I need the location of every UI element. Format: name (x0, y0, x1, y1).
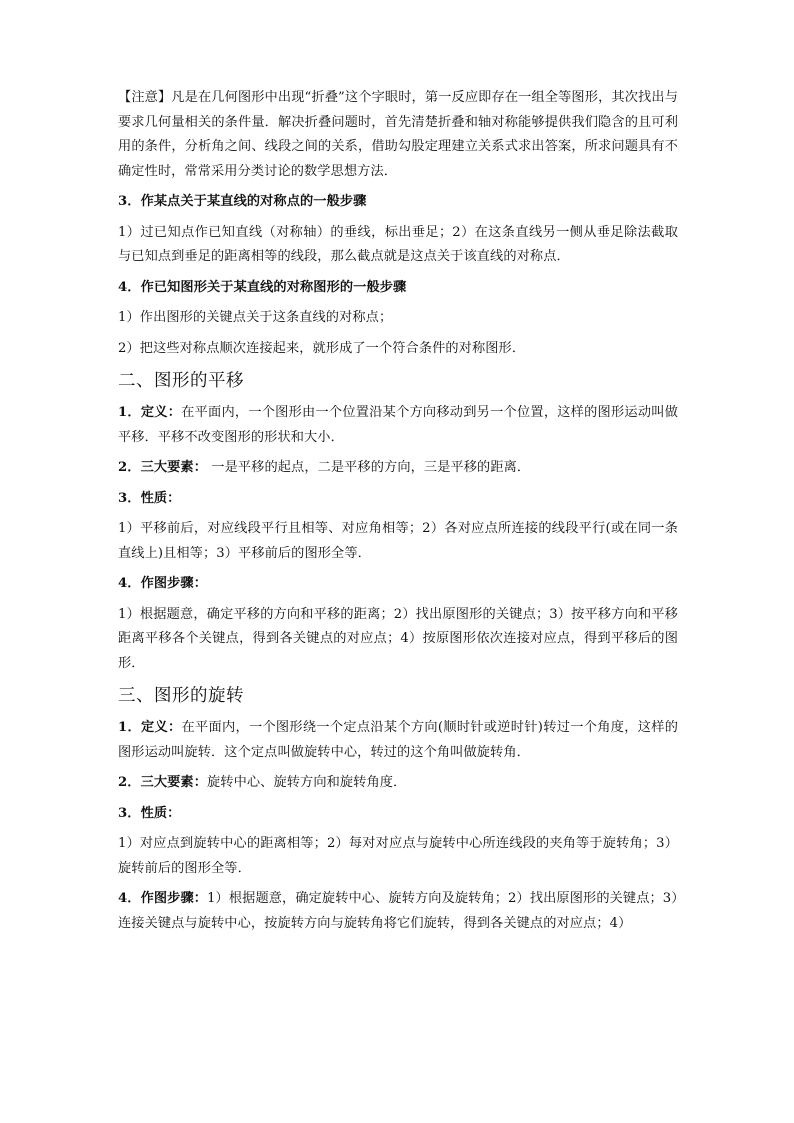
translation-elements-label: 2．三大要素： (118, 460, 208, 475)
document-page (118, 86, 678, 936)
item3-text: 1）过已知点作已知直线（对称轴）的垂线，标出垂足；2）在这条直线另一侧从垂足除法截取与已知点到垂足的距离相等的线段，那么截点就是这点关于该直线的对称点． (118, 224, 678, 264)
rotation-steps-text: 1）根据题意，确定旋转中心、旋转方向及旋转角；2）找出原图形的关键点；3）连接关键点与旋转中心，按旋转方向与旋转角将它们旋转，得到各关键点的对应点；4） (118, 891, 678, 931)
rotation-steps-label: 4．作图步骤： (118, 891, 208, 906)
rotation-elements-text: 旋转中心、旋转方向和旋转角度． (207, 775, 407, 790)
note-label: 【注意】 (118, 90, 172, 105)
rotation-def-text: 在平面内，一个图形绕一个定点沿某个方向(顺时针或逆时针)转过一个角度，这样的图形运动叫旋转．这个定点叫做旋转中心，转过的这个角叫做旋转角． (118, 720, 678, 760)
item4-heading: 4．作已知图形关于某直线的对称图形的一般步骤 (118, 279, 407, 295)
rotation-definition (118, 716, 678, 765)
rotation-elements-label: 2．三大要素： (118, 775, 208, 790)
item4-line2: 2）把这些对称点顺次连接起来，就形成了一个符合条件的对称图形． (118, 340, 526, 356)
rotation-steps (118, 887, 678, 936)
translation-steps-label: 4．作图步骤： (118, 576, 208, 591)
translation-elements (118, 456, 678, 481)
rotation-def-label: 1．定义： (118, 720, 182, 735)
rotation-props-label: 3．性质： (118, 805, 181, 821)
translation-def-label: 1．定义： (118, 405, 182, 420)
translation-steps-text: 1）根据题意，确定平移的方向和平移的距离；2）找出原图形的关键点；3）按平移方向和平移距离平移各个关键点，得到各关键点的对应点；4）按原图形依次连接对应点，得到平移后的图形． (118, 606, 678, 671)
section-rotation-title: 三、图形的旋转 (118, 686, 244, 706)
intro-paragraph (118, 86, 678, 184)
translation-elements-text: 一是平移的起点，二是平移的方向，三是平移的距离． (207, 460, 531, 475)
section-translation-title: 二、图形的平移 (118, 371, 244, 391)
item4-line1: 1）作出图形的关键点关于这条直线的对称点； (118, 310, 393, 325)
translation-definition (118, 401, 678, 450)
translation-props-label: 3．性质： (118, 490, 181, 506)
intro-text: 凡是在几何图形中出现“折叠”这个字眼时，第一反应即存在一组全等图形，其次找出与要求几何量相关的条件量．解决折叠问题时，首先清楚折叠和轴对称能够提供我们隐含的且可利用的条件，分析角之间、线段之间的关系，借助勾股定理建立关系式求出答案，所求问题具有不确定性时，常常采用分类讨论的数学思想方法． (118, 90, 678, 179)
translation-props-text: 1）平移前后，对应线段平行且相等、对应角相等；2）各对应点所连接的线段平行(或在同一条直线上)且相等；3）平移前后的图形全等． (118, 521, 678, 561)
rotation-elements (118, 771, 678, 796)
translation-def-text: 在平面内，一个图形由一个位置沿某个方向移动到另一个位置，这样的图形运动叫做平移．平移不改变图形的形状和大小． (118, 405, 678, 445)
item3-heading: 3．作某点关于某直线的对称点的一般步骤 (118, 194, 367, 209)
rotation-props-text: 1）对应点到旋转中心的距离相等；2）每对对应点与旋转中心所连线段的夹角等于旋转角；3）旋转前后的图形全等． (118, 836, 678, 876)
